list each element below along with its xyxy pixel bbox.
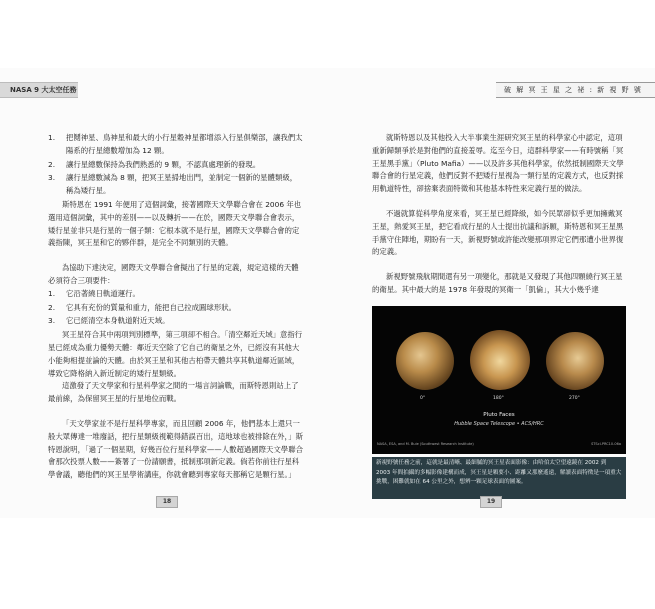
list-item: 3. 讓行星總數減為 8 顆，把冥王星掃地出門，並制定一個新的星體類級，稱為矮行星。: [48, 173, 298, 196]
list-item: 2. 讓行星總數保持為我們熟悉的 9 顆，不認真處理新的發現。: [48, 159, 261, 169]
left-page-body: [48, 132, 304, 494]
paragraph: 這激發了天文學家和行星科學家之間的一場言詞論戰，而斯特恩則站上了最前線，為保留冥王星的行星地位而戰。: [48, 381, 299, 404]
paragraph: 冥王星符合其中兩項判別標準，第三項卻不相合。「清空鄰近天域」意指行星已經成為重力優勢天體：鄰近天空除了它自己的衛星之外，已經沒有其他大小能夠相提並論的天體。由於冥王星和其他古柏帶天體共享其軌道鄰近區域，導致它降格納入新近制定的矮行星類級。: [48, 330, 303, 378]
pluto-faces-photo: [372, 306, 626, 454]
right-header-title: 破 解 冥 王 星 之 祕 : 新 視 野 號: [504, 86, 643, 94]
pluto-face-image: [546, 332, 604, 390]
rotation-label: 180°: [493, 396, 504, 401]
rotation-label: 270°: [569, 396, 580, 401]
page-number: 19: [480, 496, 502, 508]
pluto-face-image: [396, 332, 454, 390]
paragraph: 為協助下達決定，國際天文學聯合會擬出了行星的定義，規定這樣的天體必須符合三項要件：: [48, 263, 299, 285]
right-running-header: [496, 82, 655, 98]
paragraph: 「天文學家並不是行星科學專家，而且回顧 2006 年，他們基本上還只一般大眾傳達一堆廢話，把行星類級視範得錯誤百出，這地球也被排除在外，」斯特恩說明，「過了一個星期，好幾百位行星科學家——人數超過國際天文學聯合會那次投票人數——簽署了一份請願書，抵制那項新定義。倘若你前往行星科學會議，聽他們的冥王星學術講座，你就會聽到專家每天都稱它是顆行星。」: [48, 418, 303, 480]
photo-caption: 新視野號任務之前，這就是最清晰、最細膩的冥王星表面影像：由哈伯太空望遠鏡在 2002 到 2003 年間拍攝的多幅影像建構而成，冥王星是顆要小、距離又那麼遙遠，解讀表面特徵是一項重大挑戰，困難就如在 64 公里之外，想辨一顆足球表面的圖案。: [372, 457, 626, 499]
photo-id: STScI-PRC10-06a: [591, 442, 621, 446]
photo-credit: NASA, ESA, and M. Buie (Southwest Research Institute): [377, 442, 474, 446]
list-item: 1. 它沿著繞日軌道運行。: [48, 288, 140, 298]
left-header-title: NASA 9 大太空任務: [10, 86, 77, 94]
paragraph: 新視野號飛航期間還有另一項變化，那就是又發現了其他四顆繞行冥王星的衛星。其中最大的是 1978 年發現的冥衛一「凱倫」，其大小幾乎達: [372, 272, 623, 294]
right-page-body: [372, 132, 626, 309]
page-number: 18: [156, 496, 178, 508]
paragraph: 不過就算從科學角度來看，冥王星已經降級，如今民眾卻似乎更加擁戴冥王星，熱愛冥王星，把它看成行星的人士提出抗議和訴願，斯特恩和冥王星黑手黨守住陣地，期盼有一天，新視野號或許能改變那項界定它們那遭小世界復的定義。: [372, 208, 624, 257]
list-item: 2. 它具有充份的質量和重力，能把自己拉成圓球形狀。: [48, 302, 236, 312]
photo-subtitle: Hubble Space Telescope • ACS/HRC: [454, 421, 544, 427]
rotation-label: 0°: [420, 396, 426, 401]
paragraph: 就斯特恩以及其他投入大半事業生涯研究冥王星的科學家心中認定，這項重新歸類爭於是對他們的直接羞辱。迄至今日，這群科學家——有時號稱「冥王星黑手黨」（Pluto Mafia）——以及許多其他科學家，依然抵制國際天文學聯合會的行星定義，他們反對不把矮行星視為一類行星的定義方式，也反對採用軌道特性，卻捨棄表面特徵和其他基本特性來定義行星的做法。: [372, 133, 624, 194]
photo-title: Pluto Faces: [483, 412, 515, 418]
paragraph: 斯特恩在 1991 年便用了這個詞彙，接著國際天文學聯合會在 2006 年也選用這個詞彙，其中的差別——以及轉折——在於，國際天文學聯合會表示，矮行星並非只是行星的一個子類：它根本就不是行星，國際天文學聯合會的定義指陳，冥王星和它的夥伴群，是完全不同類別的天體。: [48, 199, 302, 248]
pluto-face-image: [470, 330, 530, 390]
left-running-header: [0, 82, 78, 98]
list-item: 1. 把鬩神星、鳥神星和最大的小行星穀神星都增添入行星俱樂部，讓我們太陽系的行星總數增加為 12 顆。: [48, 133, 303, 155]
list-item: 3. 它已經清空本身軌道附近天域。: [48, 316, 170, 326]
